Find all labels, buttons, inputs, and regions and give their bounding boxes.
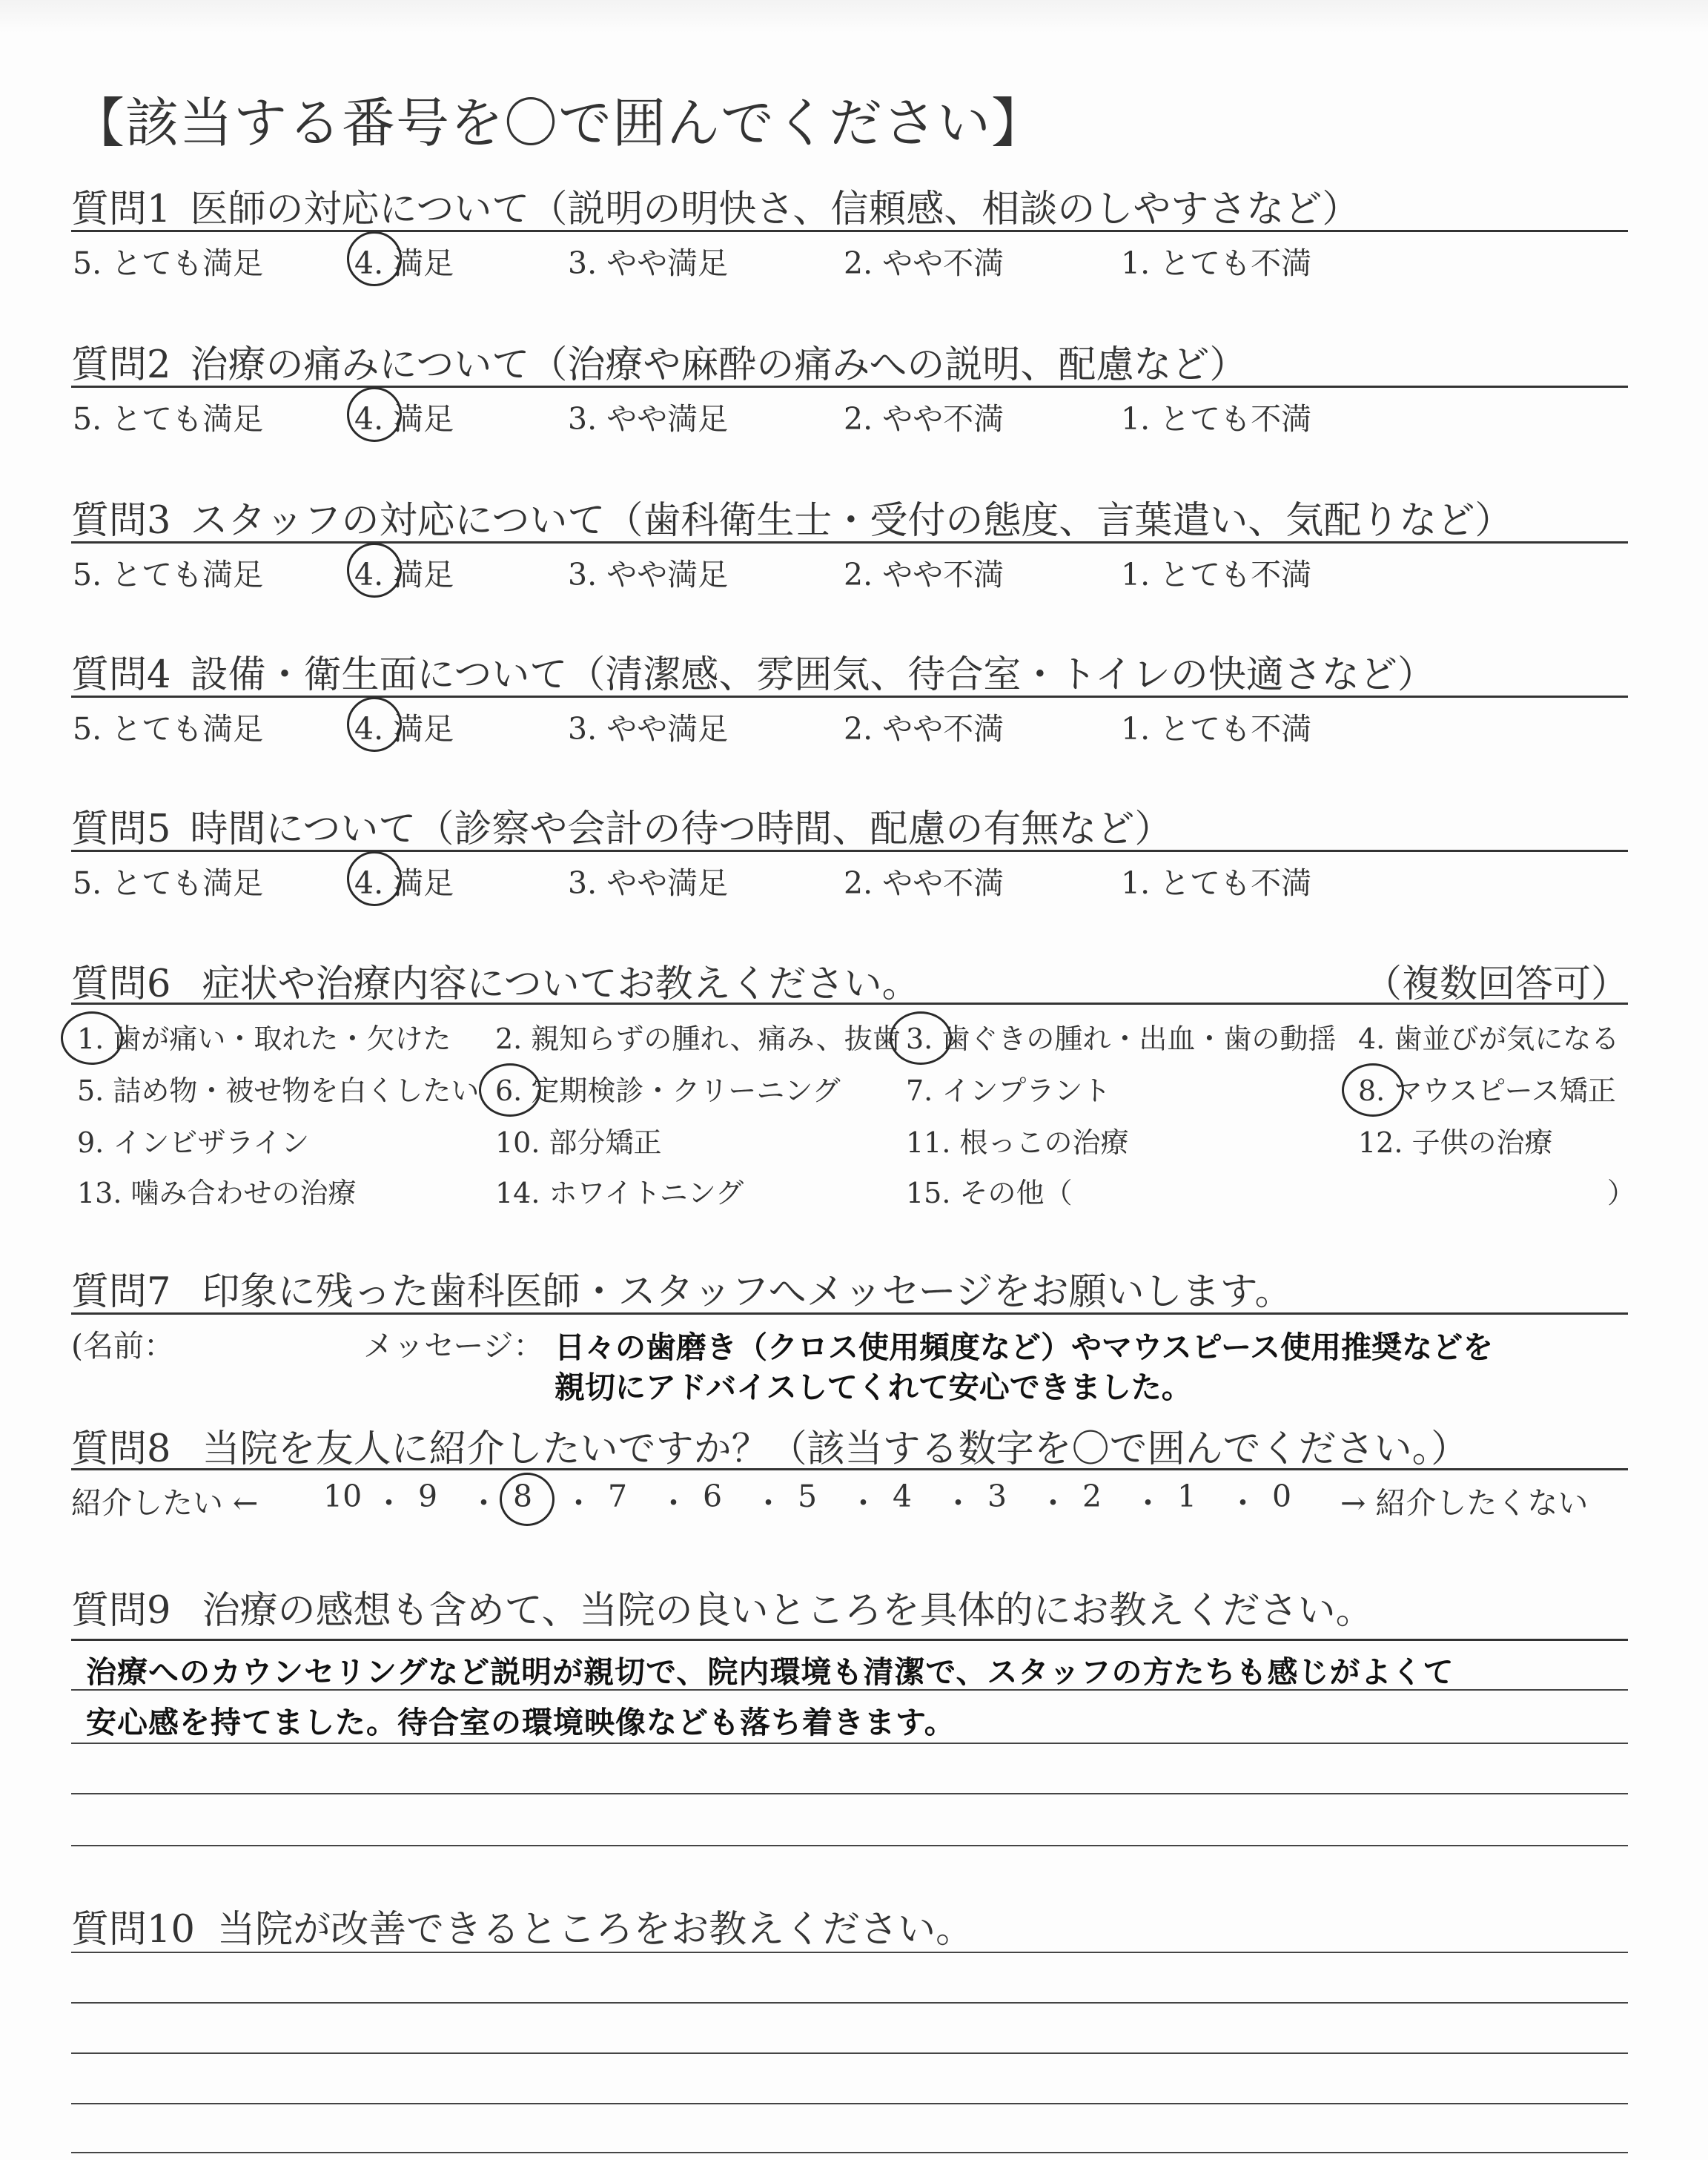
question-3-rule (71, 541, 1628, 544)
q8-separator: ・ (1133, 1485, 1163, 1521)
question-8-text: 当院を友人に紹介したいですか？（該当する数字を〇で囲んでください。） (202, 1427, 1469, 1471)
question-7-text: 印象に残った歯科医師・スタッフへメッセージをお願いします。 (202, 1270, 1293, 1314)
q8-separator: ・ (658, 1485, 689, 1521)
q8-scale-0[interactable]: 0 (1272, 1479, 1292, 1514)
question-4-text: 設備・衛生面について（清潔感、雰囲気、待合室・トイレの快適さなど） (190, 653, 1435, 697)
q10-answer-rule (71, 2002, 1628, 2004)
q1-option-3[interactable]: 3. やや満足 (568, 245, 729, 281)
q6-option-3[interactable]: 3. 歯ぐきの腫れ・出血・歯の動揺 (906, 1023, 1337, 1055)
q6-option-10[interactable]: 10. 部分矯正 (495, 1126, 662, 1159)
question-1-rule (71, 230, 1628, 232)
q10-answer-rule (71, 2103, 1628, 2104)
question-10-text: 当院が改善できるところをお教えください。 (217, 1908, 974, 1952)
q6-option-8[interactable]: 8. マウスピース矯正 (1358, 1074, 1616, 1107)
question-4-heading (71, 644, 1435, 698)
question-9-heading (71, 1579, 1374, 1634)
q1-option-4[interactable]: 4. 満足 (354, 245, 454, 281)
question-7-heading (71, 1261, 1293, 1315)
question-1-heading (71, 178, 1360, 233)
q2-option-1[interactable]: 1. とても不満 (1121, 401, 1312, 437)
q6-option-11[interactable]: 11. 根っこの治療 (906, 1126, 1129, 1159)
q3-option-1[interactable]: 1. とても不満 (1121, 557, 1312, 592)
q6-option-4[interactable]: 4. 歯並びが気になる (1358, 1023, 1620, 1055)
q8-separator: ・ (374, 1485, 404, 1521)
q4-option-3[interactable]: 3. やや満足 (568, 711, 729, 747)
q8-scale-9[interactable]: 9 (418, 1479, 438, 1514)
q3-option-4[interactable]: 4. 満足 (354, 557, 454, 592)
q9-answer-rule (71, 1845, 1628, 1846)
q10-answer-rule (71, 2052, 1628, 2054)
question-4-label: 質問4 (71, 653, 171, 697)
q10-answer-rule (71, 2152, 1628, 2153)
q6-option-13[interactable]: 13. 噛み合わせの治療 (77, 1177, 357, 1209)
question-9-label: 質問9 (71, 1589, 171, 1633)
q9-answer-line-1: 治療へのカウンセリングなど説明が親切で、院内環境も清潔で、スタッフの方たちも感じがよくて (86, 1654, 1454, 1690)
q4-option-2[interactable]: 2. やや不満 (844, 711, 1004, 747)
q8-scale-5[interactable]: 5 (798, 1479, 818, 1514)
question-6-rule (71, 1003, 1628, 1005)
q7-message-line-1: 日々の歯磨き（クロス使用頻度など）やマウスピース使用推奨などを (555, 1330, 1494, 1365)
q9-answer-rule (71, 1743, 1628, 1744)
q6-option-14[interactable]: 14. ホワイトニング (495, 1177, 744, 1209)
q8-right-label: → 紹介したくない (1340, 1485, 1589, 1521)
q5-option-5[interactable]: 5. とても満足 (73, 865, 264, 901)
q6-option-15[interactable]: 15. その他（ (906, 1177, 1073, 1209)
page-title: 【該当する番号を〇で囲んでください】 (71, 92, 1046, 154)
question-6-note: （複数回答可） (1364, 962, 1629, 1006)
question-8-heading (71, 1418, 1469, 1473)
question-3-label: 質問3 (71, 499, 171, 543)
q8-separator: ・ (753, 1485, 784, 1521)
question-1-text: 医師の対応について（説明の明快さ、信頼感、相談のしやすさなど） (190, 188, 1360, 231)
q8-scale-8[interactable]: 8 (513, 1479, 533, 1514)
question-9-text: 治療の感想も含めて、当院の良いところを具体的にお教えください。 (202, 1589, 1374, 1633)
q2-option-4[interactable]: 4. 満足 (354, 401, 454, 437)
q2-option-3[interactable]: 3. やや満足 (568, 401, 729, 437)
q6-option-9[interactable]: 9. インビザライン (77, 1126, 310, 1159)
question-9-rule (71, 1639, 1628, 1641)
question-7-label: 質問7 (71, 1270, 171, 1314)
q8-scale-7[interactable]: 7 (608, 1479, 628, 1514)
q6-option-7[interactable]: 7. インプラント (906, 1074, 1111, 1107)
q1-selected-circle (347, 231, 402, 286)
question-6-text: 症状や治療内容についてお教えください。 (202, 962, 920, 1006)
q8-separator: ・ (1038, 1485, 1068, 1521)
q5-option-4[interactable]: 4. 満足 (354, 865, 454, 901)
q8-separator: ・ (943, 1485, 973, 1521)
q6-selected-circle (1342, 1063, 1404, 1117)
q8-scale-10[interactable]: 10 (323, 1479, 363, 1514)
question-2-rule (71, 386, 1628, 388)
q4-selected-circle (347, 697, 402, 752)
question-8-rule (71, 1468, 1628, 1470)
q7-message-label: メッセージ： (363, 1328, 544, 1364)
q7-name-label: (名前： (71, 1328, 174, 1364)
q4-option-5[interactable]: 5. とても満足 (73, 711, 264, 747)
q5-option-1[interactable]: 1. とても不満 (1121, 865, 1312, 901)
question-5-text: 時間について（診察や会計の待つ時間、配慮の有無など） (190, 807, 1173, 851)
q5-option-3[interactable]: 3. やや満足 (568, 865, 729, 901)
q8-separator: ・ (563, 1485, 594, 1521)
q6-option-6[interactable]: 6. 定期検診・クリーニング (495, 1074, 841, 1107)
q6-option-12[interactable]: 12. 子供の治療 (1358, 1126, 1553, 1159)
q8-separator: ・ (848, 1485, 878, 1521)
q6-option-1[interactable]: 1. 歯が痛い・取れた・欠けた (77, 1023, 451, 1055)
q6-option-5[interactable]: 5. 詰め物・被せ物を白くしたい (77, 1074, 480, 1107)
scan-top-edge (0, 0, 1708, 33)
question-4-rule (71, 696, 1628, 698)
question-1-label: 質問1 (71, 188, 171, 231)
q10-answer-rule (71, 1952, 1628, 1953)
q6-selected-circle (890, 1011, 952, 1065)
question-2-label: 質問2 (71, 343, 171, 387)
q8-scale-6[interactable]: 6 (703, 1479, 723, 1514)
q3-option-3[interactable]: 3. やや満足 (568, 557, 729, 592)
q5-selected-circle (347, 851, 402, 906)
q9-answer-rule (71, 1793, 1628, 1794)
q4-option-1[interactable]: 1. とても不満 (1121, 711, 1312, 747)
q2-option-2[interactable]: 2. やや不満 (844, 401, 1004, 437)
question-8-label: 質問8 (71, 1427, 171, 1471)
q3-option-2[interactable]: 2. やや不満 (844, 557, 1004, 592)
q8-separator: ・ (1228, 1485, 1258, 1521)
q8-scale-3[interactable]: 3 (987, 1479, 1007, 1514)
q7-message-line-2: 親切にアドバイスしてくれて安心できました。 (555, 1370, 1192, 1405)
q1-option-5[interactable]: 5. とても満足 (73, 245, 264, 281)
q3-selected-circle (347, 543, 402, 598)
q6-option-2[interactable]: 2. 親知らずの腫れ、痛み、抜歯 (495, 1023, 901, 1055)
question-3-text: スタッフの対応について（歯科衛生士・受付の態度、言葉遣い、気配りなど） (190, 499, 1513, 543)
question-6-label: 質問6 (71, 962, 171, 1006)
q2-selected-circle (347, 387, 402, 442)
question-10-label: 質問10 (71, 1908, 195, 1952)
q2-option-5[interactable]: 5. とても満足 (73, 401, 264, 437)
q8-scale-4[interactable]: 4 (893, 1479, 913, 1514)
q3-option-5[interactable]: 5. とても満足 (73, 557, 264, 592)
q8-scale-1[interactable]: 1 (1177, 1479, 1197, 1514)
q1-option-2[interactable]: 2. やや不満 (844, 245, 1004, 281)
question-10-heading (71, 1898, 973, 1953)
q9-answer-rule (71, 1689, 1628, 1691)
q6-other-close-paren: ） (1607, 1177, 1636, 1209)
q1-option-1[interactable]: 1. とても不満 (1121, 245, 1312, 281)
question-2-text: 治療の痛みについて（治療や麻酔の痛みへの説明、配慮など） (190, 343, 1248, 387)
q8-left-label: 紹介したい ← (71, 1485, 259, 1521)
q6-selected-circle (479, 1063, 541, 1117)
q4-option-4[interactable]: 4. 満足 (354, 711, 454, 747)
question-3-heading (71, 489, 1512, 544)
q8-separator: ・ (469, 1485, 499, 1521)
q9-answer-line-2: 安心感を持てました。待合室の環境映像なども落ち着きます。 (86, 1705, 956, 1740)
question-7-rule (71, 1312, 1628, 1315)
question-5-heading (71, 798, 1172, 853)
question-5-rule (71, 850, 1628, 852)
question-5-label: 質問5 (71, 807, 171, 851)
question-6-heading (71, 953, 920, 1008)
q8-scale-2[interactable]: 2 (1082, 1479, 1102, 1514)
q5-option-2[interactable]: 2. やや不満 (844, 865, 1004, 901)
question-2-heading (71, 334, 1247, 389)
q8-selected-circle (500, 1473, 555, 1526)
q6-selected-circle (61, 1011, 123, 1065)
